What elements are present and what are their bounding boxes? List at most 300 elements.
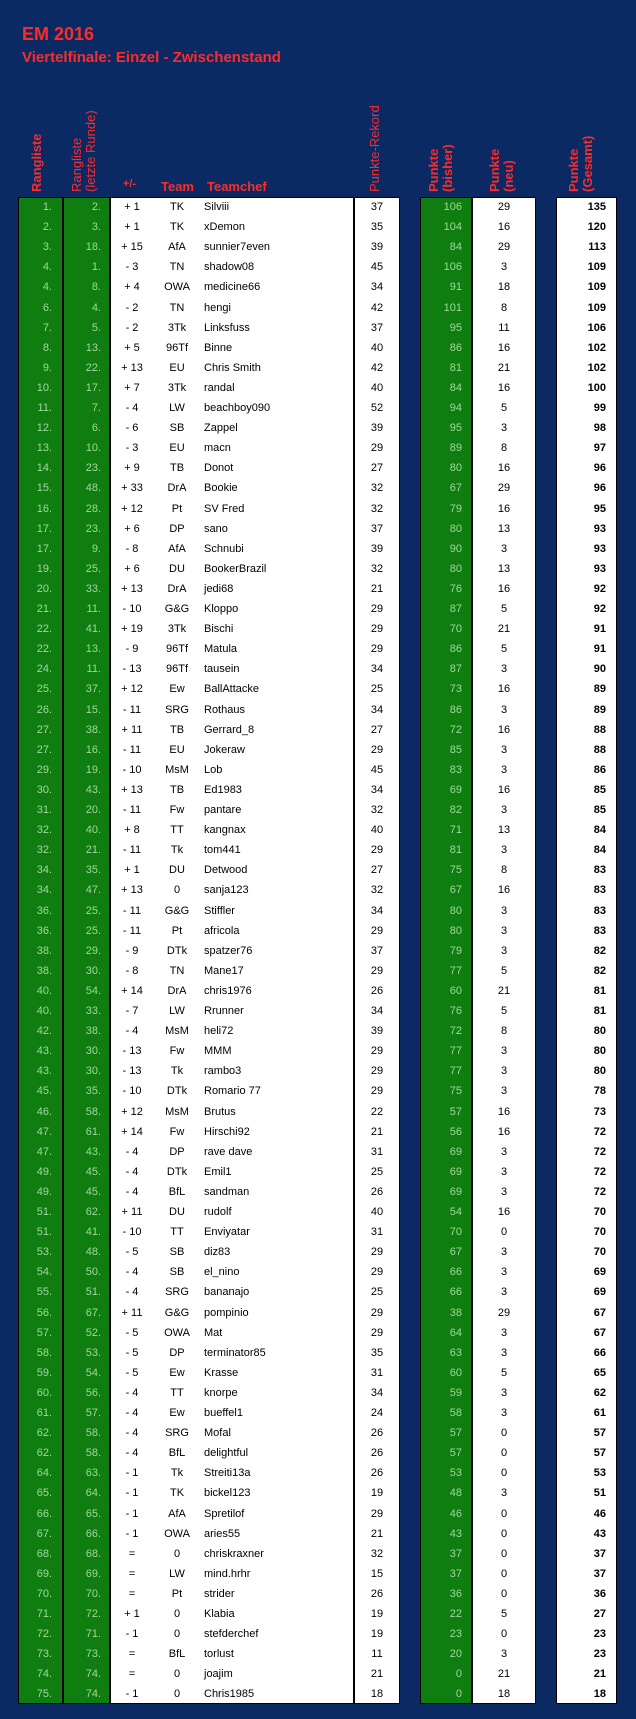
neu-cell: 0 xyxy=(500,1226,508,1239)
prev-rank-cell: 5. xyxy=(91,321,101,334)
table-row xyxy=(0,1684,636,1704)
diff-cell: - 4 xyxy=(125,1386,139,1399)
teamchef-cell: diz83 xyxy=(204,1246,231,1259)
teamchef-cell: Bookie xyxy=(204,482,238,495)
table-row xyxy=(0,1122,636,1142)
table-row xyxy=(0,840,636,860)
neu-cell: 13 xyxy=(497,522,511,535)
rank-cell: 45. xyxy=(36,1085,52,1098)
table-row xyxy=(0,1262,636,1282)
prev-rank-cell: 30. xyxy=(85,1065,101,1078)
teamchef-cell: SV Fred xyxy=(204,502,245,515)
prev-rank-cell: 58. xyxy=(85,1447,101,1460)
rank-cell: 25. xyxy=(36,683,52,696)
diff-cell: + 33 xyxy=(121,482,143,495)
rekord-cell: 39 xyxy=(370,1025,384,1038)
table-row xyxy=(0,579,636,599)
prev-rank-cell: 69. xyxy=(85,1567,101,1580)
rekord-cell: 29 xyxy=(370,1306,384,1319)
team-cell: AfA xyxy=(168,241,186,254)
team-cell: OWA xyxy=(164,1326,190,1339)
neu-cell: 0 xyxy=(500,1527,508,1540)
bisher-cell: 80 xyxy=(449,522,462,535)
teamchef-cell: Spretilof xyxy=(204,1507,245,1520)
team-cell: 96Tf xyxy=(165,663,188,676)
prev-rank-cell: 2. xyxy=(91,201,101,213)
teamchef-cell: Enviyatar xyxy=(204,1226,250,1239)
rekord-cell: 21 xyxy=(370,1668,384,1681)
table-row xyxy=(0,1222,636,1242)
diff-cell: - 6 xyxy=(125,422,139,435)
rank-cell: 64. xyxy=(36,1467,52,1480)
teamchef-cell: Klabia xyxy=(204,1608,235,1620)
teamchef-cell: Mofal xyxy=(204,1427,231,1440)
bisher-cell: 66 xyxy=(449,1266,462,1279)
rank-cell: 34. xyxy=(36,884,52,897)
table-row xyxy=(0,720,636,740)
rekord-cell: 32 xyxy=(370,482,384,495)
rekord-cell: 29 xyxy=(370,1246,384,1259)
bisher-cell: 64 xyxy=(449,1326,462,1339)
teamchef-cell: Chris Smith xyxy=(204,361,261,374)
table-row xyxy=(0,519,636,539)
prev-rank-cell: 41. xyxy=(85,623,101,636)
gesamt-cell: 83 xyxy=(593,924,606,937)
diff-cell: + 5 xyxy=(124,341,140,354)
header-bisher xyxy=(427,140,457,192)
neu-cell: 21 xyxy=(497,1668,511,1681)
rekord-cell: 45 xyxy=(370,763,384,776)
diff-cell: - 9 xyxy=(125,944,139,957)
neu-cell: 16 xyxy=(497,381,511,394)
rank-cell: 27. xyxy=(36,743,52,756)
rank-cell: 74. xyxy=(36,1668,52,1681)
rank-cell: 59. xyxy=(36,1366,52,1379)
gesamt-cell: 80 xyxy=(593,1045,606,1058)
neu-cell: 29 xyxy=(497,482,511,495)
bisher-cell: 85 xyxy=(449,743,462,756)
prev-rank-cell: 30. xyxy=(85,964,101,977)
team-cell: TK xyxy=(169,201,185,213)
table-row xyxy=(0,438,636,458)
table-row xyxy=(0,639,636,659)
bisher-cell: 95 xyxy=(449,321,462,334)
neu-cell: 3 xyxy=(500,1386,508,1399)
diff-cell: + 6 xyxy=(124,562,140,575)
team-cell: DP xyxy=(169,1346,185,1359)
gesamt-cell: 135 xyxy=(587,201,606,213)
teamchef-cell: aries55 xyxy=(204,1527,241,1540)
report-title: EM 2016 xyxy=(22,24,95,44)
bisher-cell: 0 xyxy=(455,1688,462,1701)
gesamt-cell: 89 xyxy=(593,683,606,696)
rekord-cell: 22 xyxy=(370,1105,384,1118)
table-row xyxy=(0,1504,636,1524)
bisher-cell: 75 xyxy=(449,1085,462,1098)
rank-cell: 40. xyxy=(36,984,52,997)
diff-cell: + 12 xyxy=(121,1105,143,1118)
table-row xyxy=(0,679,636,699)
bisher-cell: 83 xyxy=(449,763,462,776)
bisher-cell: 77 xyxy=(449,964,462,977)
bisher-cell: 106 xyxy=(443,201,462,213)
prev-rank-cell: 40. xyxy=(85,824,101,837)
gesamt-cell: 18 xyxy=(593,1688,606,1701)
gesamt-cell: 92 xyxy=(593,582,606,595)
neu-cell: 0 xyxy=(500,1547,508,1560)
diff-cell: - 7 xyxy=(125,1005,139,1017)
teamchef-cell: Gerrard_8 xyxy=(204,723,255,736)
rekord-cell: 29 xyxy=(370,1085,384,1098)
rank-cell: 14. xyxy=(36,462,52,475)
rekord-cell: 32 xyxy=(370,884,384,897)
table-row xyxy=(0,961,636,981)
rank-cell: 29. xyxy=(36,763,52,776)
teamchef-cell: tausein xyxy=(204,663,240,676)
team-cell: DTk xyxy=(166,1085,188,1098)
gesamt-cell: 102 xyxy=(587,341,606,354)
bisher-cell: 36 xyxy=(449,1587,462,1600)
teamchef-cell: bananajo xyxy=(204,1286,250,1299)
diff-cell: - 4 xyxy=(125,1165,139,1178)
diff-cell: + 13 xyxy=(121,361,143,374)
team-cell: TN xyxy=(169,301,185,314)
team-cell: DrA xyxy=(167,482,187,495)
neu-cell: 8 xyxy=(500,442,508,455)
table-row xyxy=(0,760,636,780)
prev-rank-cell: 16. xyxy=(85,743,101,756)
rank-cell: 43. xyxy=(36,1045,52,1058)
gesamt-cell: 43 xyxy=(593,1527,606,1540)
gesamt-cell: 85 xyxy=(593,783,606,796)
gesamt-cell: 109 xyxy=(587,261,606,274)
team-cell: TN xyxy=(169,261,185,274)
neu-cell: 0 xyxy=(500,1467,508,1480)
neu-cell: 5 xyxy=(500,402,508,414)
neu-cell: 0 xyxy=(500,1587,508,1600)
gesamt-cell: 65 xyxy=(593,1366,606,1379)
prev-rank-cell: 71. xyxy=(85,1628,101,1641)
neu-cell: 5 xyxy=(500,1005,508,1017)
teamchef-cell: heli72 xyxy=(204,1025,234,1038)
prev-rank-cell: 25. xyxy=(85,562,101,575)
diff-cell: + 13 xyxy=(121,884,143,897)
teamchef-cell: Streiti13a xyxy=(204,1467,251,1480)
prev-rank-cell: 74. xyxy=(85,1668,101,1681)
rekord-cell: 31 xyxy=(370,1366,384,1379)
table-row xyxy=(0,981,636,1001)
prev-rank-cell: 6. xyxy=(91,422,101,435)
neu-cell: 3 xyxy=(500,1326,508,1339)
team-cell: Tk xyxy=(170,1467,184,1480)
rekord-cell: 18 xyxy=(370,1688,384,1701)
bisher-cell: 72 xyxy=(449,1025,462,1038)
neu-cell: 3 xyxy=(500,422,508,435)
rekord-cell: 29 xyxy=(370,1045,384,1058)
neu-cell: 16 xyxy=(497,502,511,515)
prev-rank-cell: 74. xyxy=(85,1688,101,1701)
rank-cell: 30. xyxy=(36,783,52,796)
table-row xyxy=(0,1242,636,1262)
team-cell: Ew xyxy=(169,1407,185,1419)
prev-rank-cell: 64. xyxy=(85,1487,101,1500)
neu-cell: 3 xyxy=(500,1185,508,1198)
prev-rank-cell: 70. xyxy=(85,1587,101,1600)
gesamt-cell: 120 xyxy=(587,221,606,234)
teamchef-cell: pompinio xyxy=(204,1306,249,1319)
teamchef-cell: Stiffler xyxy=(204,904,235,917)
table-row xyxy=(0,1363,636,1383)
rank-cell: 2. xyxy=(42,221,52,234)
rank-cell: 61. xyxy=(36,1407,52,1419)
prev-rank-cell: 8. xyxy=(91,281,101,294)
teamchef-cell: Zappel xyxy=(204,422,238,435)
diff-cell: = xyxy=(128,1648,136,1661)
bisher-cell: 57 xyxy=(449,1427,462,1440)
header-neu-line1: Punkte xyxy=(487,148,502,192)
prev-rank-cell: 22. xyxy=(85,361,101,374)
team-cell: DrA xyxy=(167,582,187,595)
team-cell: SRG xyxy=(165,703,189,716)
gesamt-cell: 70 xyxy=(593,1206,606,1218)
bisher-cell: 37 xyxy=(449,1547,462,1560)
gesamt-cell: 86 xyxy=(593,763,606,776)
table-row xyxy=(0,539,636,559)
teamchef-cell: stefderchef xyxy=(204,1628,259,1641)
neu-cell: 3 xyxy=(500,1045,508,1058)
prev-rank-cell: 13. xyxy=(85,341,101,354)
rekord-cell: 29 xyxy=(370,623,384,636)
bisher-cell: 80 xyxy=(449,904,462,917)
neu-cell: 3 xyxy=(500,1065,508,1078)
prev-rank-cell: 67. xyxy=(85,1306,101,1319)
diff-cell: - 4 xyxy=(125,1447,139,1460)
bisher-cell: 89 xyxy=(449,442,462,455)
table-row xyxy=(0,619,636,639)
bisher-cell: 57 xyxy=(449,1447,462,1460)
table-row xyxy=(0,1383,636,1403)
neu-cell: 0 xyxy=(500,1427,508,1440)
team-cell: LW xyxy=(169,1567,185,1580)
gesamt-cell: 69 xyxy=(593,1286,606,1299)
neu-cell: 8 xyxy=(500,301,508,314)
team-cell: TT xyxy=(170,1386,184,1399)
neu-cell: 3 xyxy=(500,542,508,555)
header-diff: +/- xyxy=(123,178,137,190)
gesamt-cell: 85 xyxy=(593,804,606,816)
prev-rank-cell: 23. xyxy=(85,522,101,535)
diff-cell: - 1 xyxy=(125,1507,139,1520)
team-cell: Fw xyxy=(169,1045,185,1058)
neu-cell: 29 xyxy=(497,1306,511,1319)
teamchef-cell: chriskraxner xyxy=(204,1547,264,1560)
bisher-cell: 79 xyxy=(449,502,462,515)
gesamt-cell: 36 xyxy=(593,1587,606,1600)
diff-cell: - 4 xyxy=(125,1286,139,1299)
table-row xyxy=(0,1001,636,1021)
diff-cell: + 1 xyxy=(124,201,140,213)
diff-cell: - 4 xyxy=(125,1145,139,1158)
prev-rank-cell: 33. xyxy=(85,582,101,595)
table-row xyxy=(0,1664,636,1684)
neu-cell: 18 xyxy=(497,281,511,294)
neu-cell: 5 xyxy=(500,1608,508,1620)
diff-cell: = xyxy=(128,1587,136,1600)
prev-rank-cell: 65. xyxy=(85,1507,101,1520)
neu-cell: 16 xyxy=(497,683,511,696)
prev-rank-cell: 45. xyxy=(85,1185,101,1198)
bisher-cell: 53 xyxy=(449,1467,462,1480)
diff-cell: - 2 xyxy=(125,321,139,334)
rekord-cell: 40 xyxy=(370,824,384,837)
rank-cell: 73. xyxy=(36,1648,52,1661)
neu-cell: 29 xyxy=(497,241,511,254)
rank-cell: 38. xyxy=(36,944,52,957)
rekord-cell: 26 xyxy=(370,1447,384,1460)
prev-rank-cell: 63. xyxy=(85,1467,101,1480)
team-cell: SB xyxy=(169,422,185,435)
table-row xyxy=(0,921,636,941)
bisher-cell: 67 xyxy=(449,884,462,897)
rank-cell: 6. xyxy=(42,301,52,314)
team-cell: EU xyxy=(169,743,185,756)
rekord-cell: 34 xyxy=(370,783,384,796)
rank-cell: 4. xyxy=(42,281,52,294)
neu-cell: 3 xyxy=(500,924,508,937)
team-cell: TN xyxy=(169,964,185,977)
teamchef-cell: jedi68 xyxy=(204,582,234,595)
diff-cell: - 1 xyxy=(125,1467,139,1480)
neu-cell: 3 xyxy=(500,743,508,756)
team-cell: 96Tf xyxy=(165,643,188,656)
gesamt-cell: 46 xyxy=(593,1507,606,1520)
prev-rank-cell: 18. xyxy=(85,241,101,254)
teamchef-cell: hengi xyxy=(204,301,231,314)
prev-rank-cell: 9. xyxy=(91,542,101,555)
diff-cell: + 19 xyxy=(121,623,143,636)
prev-rank-cell: 11. xyxy=(86,663,101,676)
rank-cell: 34. xyxy=(36,864,52,877)
team-cell: MsM xyxy=(165,1105,189,1118)
gesamt-cell: 109 xyxy=(587,281,606,294)
team-cell: DP xyxy=(169,1145,185,1158)
prev-rank-cell: 47. xyxy=(85,884,101,897)
teamchef-cell: BallAttacke xyxy=(204,683,260,696)
table-row xyxy=(0,298,636,318)
rank-cell: 68. xyxy=(36,1547,52,1560)
rank-cell: 72. xyxy=(36,1628,52,1641)
neu-cell: 0 xyxy=(500,1567,508,1580)
diff-cell: + 14 xyxy=(121,1125,143,1138)
diff-cell: - 1 xyxy=(125,1688,139,1701)
gesamt-cell: 21 xyxy=(593,1668,606,1681)
rank-cell: 38. xyxy=(36,964,52,977)
team-cell: Fw xyxy=(169,804,185,816)
rank-cell: 32. xyxy=(36,824,52,837)
bisher-cell: 23 xyxy=(449,1628,462,1641)
bisher-cell: 86 xyxy=(449,643,462,656)
neu-cell: 3 xyxy=(500,763,508,776)
diff-cell: + 14 xyxy=(121,984,143,997)
gesamt-cell: 51 xyxy=(593,1487,606,1500)
table-row xyxy=(0,1423,636,1443)
diff-cell: + 11 xyxy=(121,1206,143,1218)
rank-cell: 53. xyxy=(36,1246,52,1259)
table-row xyxy=(0,318,636,338)
table-row xyxy=(0,458,636,478)
gesamt-cell: 66 xyxy=(593,1346,606,1359)
rekord-cell: 37 xyxy=(370,201,384,213)
rank-cell: 58. xyxy=(36,1346,52,1359)
teamchef-cell: Lob xyxy=(204,763,223,776)
rank-cell: 65. xyxy=(36,1487,52,1500)
neu-cell: 3 xyxy=(500,1286,508,1299)
neu-cell: 16 xyxy=(497,783,511,796)
diff-cell: - 11 xyxy=(122,804,142,816)
table-row xyxy=(0,780,636,800)
header-rangliste-letzte-line2: (letzte Runde) xyxy=(83,110,98,192)
team-cell: DrA xyxy=(167,984,187,997)
gesamt-cell: 93 xyxy=(593,562,606,575)
rekord-cell: 25 xyxy=(370,1286,384,1299)
diff-cell: - 13 xyxy=(122,663,142,676)
rank-cell: 19. xyxy=(36,562,52,575)
bisher-cell: 104 xyxy=(443,221,462,234)
neu-cell: 3 xyxy=(500,1085,508,1098)
rank-cell: 17. xyxy=(36,542,52,555)
prev-rank-cell: 10. xyxy=(85,442,101,455)
teamchef-cell: Donot xyxy=(204,462,234,475)
bisher-cell: 91 xyxy=(449,281,462,294)
team-cell: DU xyxy=(169,562,185,575)
prev-rank-cell: 30. xyxy=(85,1045,101,1058)
table-row xyxy=(0,197,636,217)
rekord-cell: 29 xyxy=(370,643,384,656)
team-cell: AfA xyxy=(168,1507,186,1520)
table-row xyxy=(0,1323,636,1343)
prev-rank-cell: 58. xyxy=(85,1105,101,1118)
team-cell: MsM xyxy=(165,763,189,776)
neu-cell: 21 xyxy=(497,623,511,636)
rekord-cell: 21 xyxy=(370,1125,384,1138)
diff-cell: - 10 xyxy=(122,1226,142,1239)
teamchef-cell: joajim xyxy=(204,1668,233,1681)
teamchef-cell: Schnubi xyxy=(204,542,244,555)
teamchef-cell: tom441 xyxy=(204,844,241,857)
prev-rank-cell: 72. xyxy=(85,1608,101,1620)
gesamt-cell: 70 xyxy=(593,1246,606,1259)
neu-cell: 16 xyxy=(497,341,511,354)
rekord-cell: 26 xyxy=(370,1587,384,1600)
prev-rank-cell: 48. xyxy=(85,482,101,495)
rank-cell: 9. xyxy=(42,361,52,374)
prev-rank-cell: 38. xyxy=(85,723,101,736)
rekord-cell: 42 xyxy=(370,301,384,314)
neu-cell: 3 xyxy=(500,1266,508,1279)
diff-cell: - 11 xyxy=(122,743,142,756)
diff-cell: - 4 xyxy=(125,1266,139,1279)
gesamt-cell: 73 xyxy=(593,1105,606,1118)
table-row xyxy=(0,1564,636,1584)
rekord-cell: 37 xyxy=(370,944,384,957)
gesamt-cell: 88 xyxy=(593,723,606,736)
table-row xyxy=(0,1343,636,1363)
rekord-cell: 35 xyxy=(370,1346,384,1359)
neu-cell: 0 xyxy=(500,1447,508,1460)
team-cell: DTk xyxy=(166,944,188,957)
rekord-cell: 29 xyxy=(370,1326,384,1339)
bisher-cell: 57 xyxy=(449,1105,462,1118)
